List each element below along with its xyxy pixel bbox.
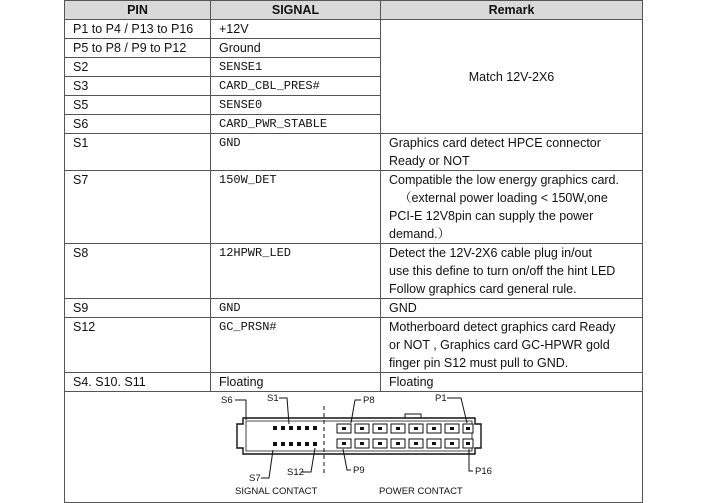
signal-cell: SENSE0: [211, 96, 381, 115]
pin-cell: S9: [65, 299, 211, 318]
signal-cell: GND: [211, 299, 381, 318]
signal-contact-label: SIGNAL CONTACT: [235, 486, 318, 497]
pin-cell: S1: [65, 134, 211, 171]
connector-diagram: [65, 392, 641, 502]
remark-cell: [381, 134, 643, 171]
remark-line: Ready or NOT: [389, 154, 470, 168]
header-signal: SIGNAL: [211, 1, 381, 20]
pin-cell: S8: [65, 244, 211, 299]
remark-cell: [381, 244, 643, 299]
remark-cell: [381, 299, 643, 318]
signal-cell: GND: [211, 134, 381, 171]
pin-cell: S3: [65, 77, 211, 96]
table-row: [65, 244, 643, 299]
remark-line: Motherboard detect graphics card Ready: [389, 320, 616, 334]
pin-cell: S7: [65, 171, 211, 244]
pin-table: [64, 0, 643, 503]
connector-diagram-cell: [65, 392, 643, 503]
remark-line: use this define to turn on/off the hint LED: [389, 264, 616, 278]
signal-cell: 12HPWR_LED: [211, 244, 381, 299]
remark-line: finger pin S12 must pull to GND.: [389, 356, 569, 370]
pin-cell: P1 to P4 / P13 to P16: [65, 20, 211, 39]
label-p9: P9: [353, 465, 365, 476]
pin-cell: S6: [65, 115, 211, 134]
pin-cell: S12: [65, 318, 211, 373]
table-row: [65, 171, 643, 244]
label-p1: P1: [435, 393, 447, 404]
pin-cell: S4. S10. S11: [65, 373, 211, 392]
power-pin-centers: [342, 427, 470, 445]
pin-cell: P5 to P8 / P9 to P12: [65, 39, 211, 58]
remark-line: demand.）: [389, 227, 451, 241]
pin-cell: S2: [65, 58, 211, 77]
table-row: [65, 318, 643, 373]
label-p8: P8: [363, 395, 375, 406]
remark-line: Compatible the low energy graphics card.: [389, 173, 619, 187]
remark-line: Graphics card detect HPCE connector: [389, 136, 601, 150]
table-row: [65, 373, 643, 392]
signal-cell: +12V: [211, 20, 381, 39]
signal-cell: SENSE1: [211, 58, 381, 77]
label-p16: P16: [475, 466, 492, 477]
label-s6: S6: [221, 395, 233, 406]
merged-remark-cell: Match 12V-2X6: [381, 20, 643, 134]
pin-definition-page: [64, 0, 642, 499]
label-s7: S7: [249, 473, 261, 484]
remark-line: Floating: [389, 375, 434, 389]
remark-line: PCI-E 12V8pin can supply the power: [389, 209, 594, 223]
signal-cell: Floating: [211, 373, 381, 392]
remark-line: Detect the 12V-2X6 cable plug in/out: [389, 246, 592, 260]
remark-line: or NOT , Graphics card GC-HPWR gold: [389, 338, 610, 352]
table-row: [65, 299, 643, 318]
table-header-row: [65, 1, 643, 20]
label-s1: S1: [267, 393, 279, 404]
signal-cell: CARD_PWR_STABLE: [211, 115, 381, 134]
signal-cell: 150W_DET: [211, 171, 381, 244]
remark-line: （external power loading < 150W,one: [399, 191, 608, 205]
remark-line: Follow graphics card general rule.: [389, 282, 577, 296]
remark-line: GND: [389, 301, 417, 315]
pin-cell: S5: [65, 96, 211, 115]
label-s12: S12: [287, 467, 304, 478]
table-row: [65, 134, 643, 171]
remark-cell: [381, 318, 643, 373]
signal-cell: Ground: [211, 39, 381, 58]
remark-cell: [381, 171, 643, 244]
power-contact-label: POWER CONTACT: [379, 486, 463, 497]
header-pin: PIN: [65, 1, 211, 20]
signal-pins: [273, 426, 317, 446]
signal-cell: GC_PRSN#: [211, 318, 381, 373]
diagram-row: [65, 392, 643, 503]
table-row: [65, 20, 643, 39]
header-remark: Remark: [381, 1, 643, 20]
remark-cell: [381, 373, 643, 392]
signal-cell: CARD_CBL_PRES#: [211, 77, 381, 96]
